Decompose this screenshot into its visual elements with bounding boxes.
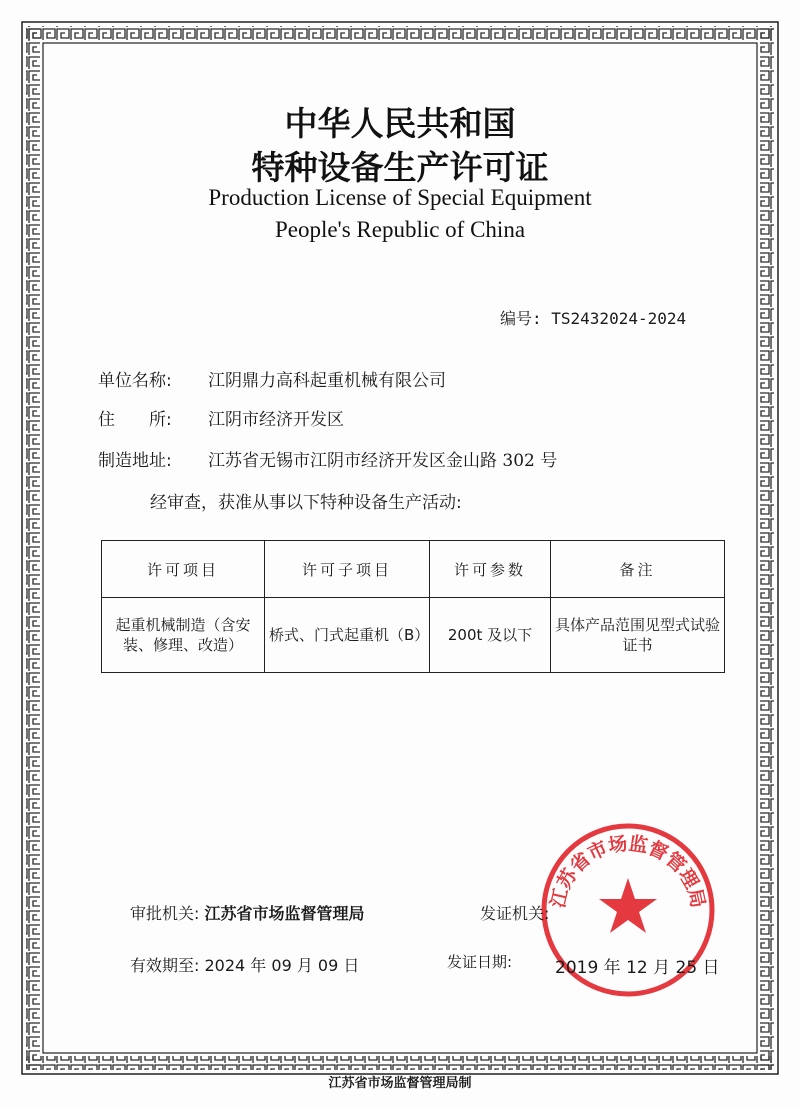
table-cell-item: 起重机械制造（含安装、修理、改造）: [102, 598, 265, 673]
authority-value: 江苏省市场监督管理局: [204, 904, 365, 923]
company-row: [98, 366, 446, 391]
title-cn-license: 特种设备生产许可证: [251, 148, 549, 187]
valid-row: [130, 953, 359, 976]
residence-row: [98, 405, 344, 430]
address-label: 制造地址:: [98, 451, 172, 471]
title-cn-country: 中华人民共和国: [284, 104, 516, 143]
title-en-license: Production License of Special Equipment: [208, 185, 592, 210]
seal-text: 江苏省市场监督管理局: [546, 832, 710, 910]
address-value: 江苏省无锡市江阴市经济开发区金山路 302 号: [208, 451, 558, 471]
address-row: [98, 446, 557, 471]
table-header: 备注: [551, 541, 725, 598]
table-header-row: [102, 541, 725, 598]
company-value: 江阴鼎力高科起重机械有限公司: [208, 371, 446, 391]
table-header: 许可项目: [102, 541, 265, 598]
table-cell-sub-item: 桥式、门式起重机（B）: [265, 598, 430, 673]
license-table: [101, 540, 725, 673]
intro-text: 经审查，获准从事以下特种设备生产活动:: [150, 493, 462, 513]
table-header: 许可参数: [430, 541, 551, 598]
residence-label: 住 所:: [98, 410, 172, 430]
table-cell-note: 具体产品范围见型式试验证书: [551, 598, 725, 673]
residence-value: 江阴市经济开发区: [208, 410, 344, 430]
table-row: [102, 598, 725, 673]
printed-by-note: 江苏省市场监督管理局制: [328, 1076, 472, 1091]
authority-label: 审批机关:: [130, 904, 200, 923]
issue-label: 发证日期:: [447, 953, 513, 971]
table-cell-param: 200t 及以下: [430, 598, 551, 673]
certificate-number: 编号: TS2432024-2024: [500, 309, 687, 328]
valid-value: 2024 年 09 月 09 日: [204, 956, 360, 975]
company-label: 单位名称:: [98, 371, 172, 391]
issuer-label: 发证机关:: [480, 904, 550, 923]
table-header: 许可子项目: [265, 541, 430, 598]
title-en-country: People's Republic of China: [274, 217, 526, 242]
valid-label: 有效期至:: [130, 956, 200, 975]
issue-value: 2019 年 12 月 25 日: [555, 958, 720, 978]
authority-row: [130, 901, 365, 924]
